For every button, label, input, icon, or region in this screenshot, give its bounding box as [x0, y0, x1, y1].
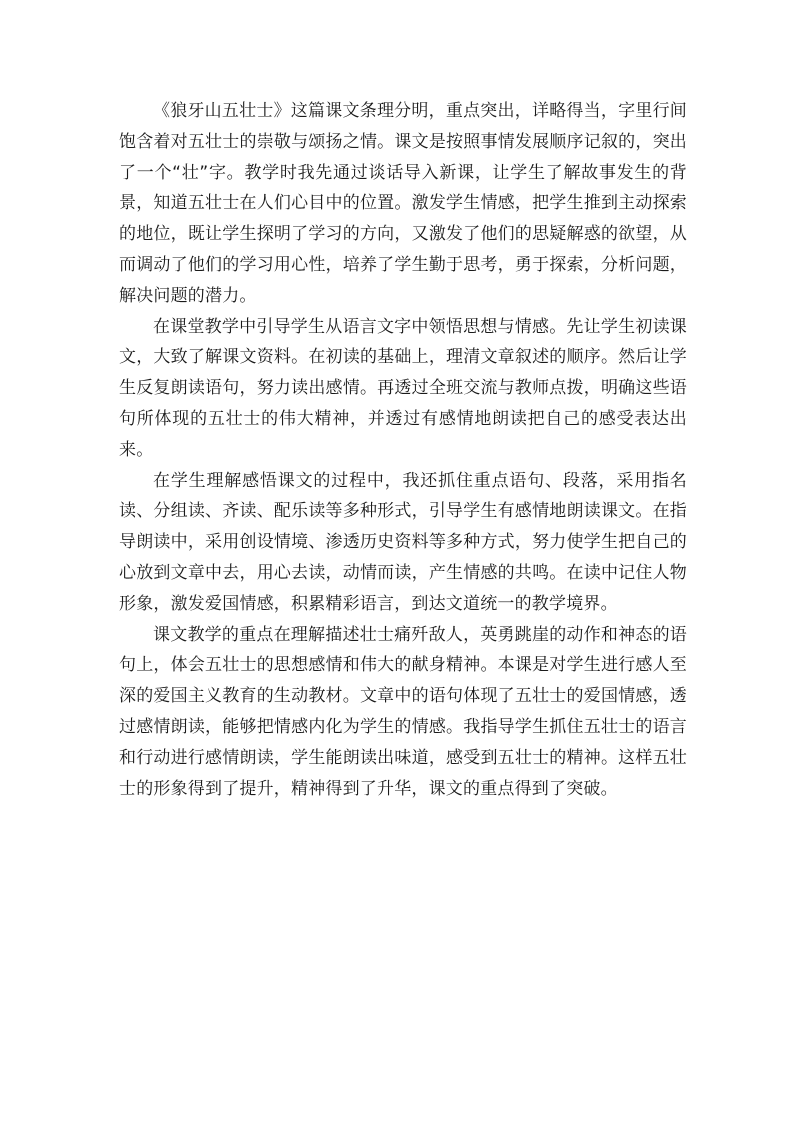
paragraph-3: 在学生理解感悟课文的过程中，我还抓住重点语句、段落，采用指名读、分组读、齐读、配乐读等多种形式，引导学生有感情地朗读课文。在指导朗读中，采用创设情境、渗透历史资料等多种方式，努力使学生把自己的心放到文章中去，用心去读，动情而读，产生情感的共鸣。在读中记住人物形象，激发爱国情感，积累精彩语言，到达文道统一的教学境界。 — [119, 470, 687, 614]
paragraph-4: 课文教学的重点在理解描述壮士痛歼敌人，英勇跳崖的动作和神态的语句上，体会五壮士的思想感情和伟大的献身精神。本课是对学生进行感人至深的爱国主义教育的生动教材。文章中的语句体现了五壮士的爱国情感，透过感情朗读，能够把情感内化为学生的情感。我指导学生抓住五壮士的语言和行动进行感情朗读，学生能朗读出味道，感受到五壮士的精神。这样五壮士的形象得到了提升，精神得到了升华，课文的重点得到了突破。 — [119, 624, 687, 799]
paragraph-2: 在课堂教学中引导学生从语言文字中领悟思想与情感。先让学生初读课文，大致了解课文资料。在初读的基础上，理清文章叙述的顺序。然后让学生反复朗读语句，努力读出感情。再透过全班交流与教师点拨，明确这些语句所体现的五壮士的伟大精神，并透过有感情地朗读把自己的感受表达出来。 — [119, 316, 687, 460]
document-body — [119, 96, 687, 804]
paragraph-1: 《狼牙山五壮士》这篇课文条理分明，重点突出，详略得当，字里行间饱含着对五壮士的崇敬与颂扬之情。课文是按照事情发展顺序记叙的，突出了一个“壮”字。教学时我先通过谈话导入新课，让学生了解故事发生的背景，知道五壮士在人们心目中的位置。激发学生情感，把学生推到主动探索的地位，既让学生探明了学习的方向，又激发了他们的思疑解惑的欲望，从而调动了他们的学习用心性，培养了学生勤于思考，勇于探索，分析问题，解决问题的潜力。 — [119, 101, 687, 306]
